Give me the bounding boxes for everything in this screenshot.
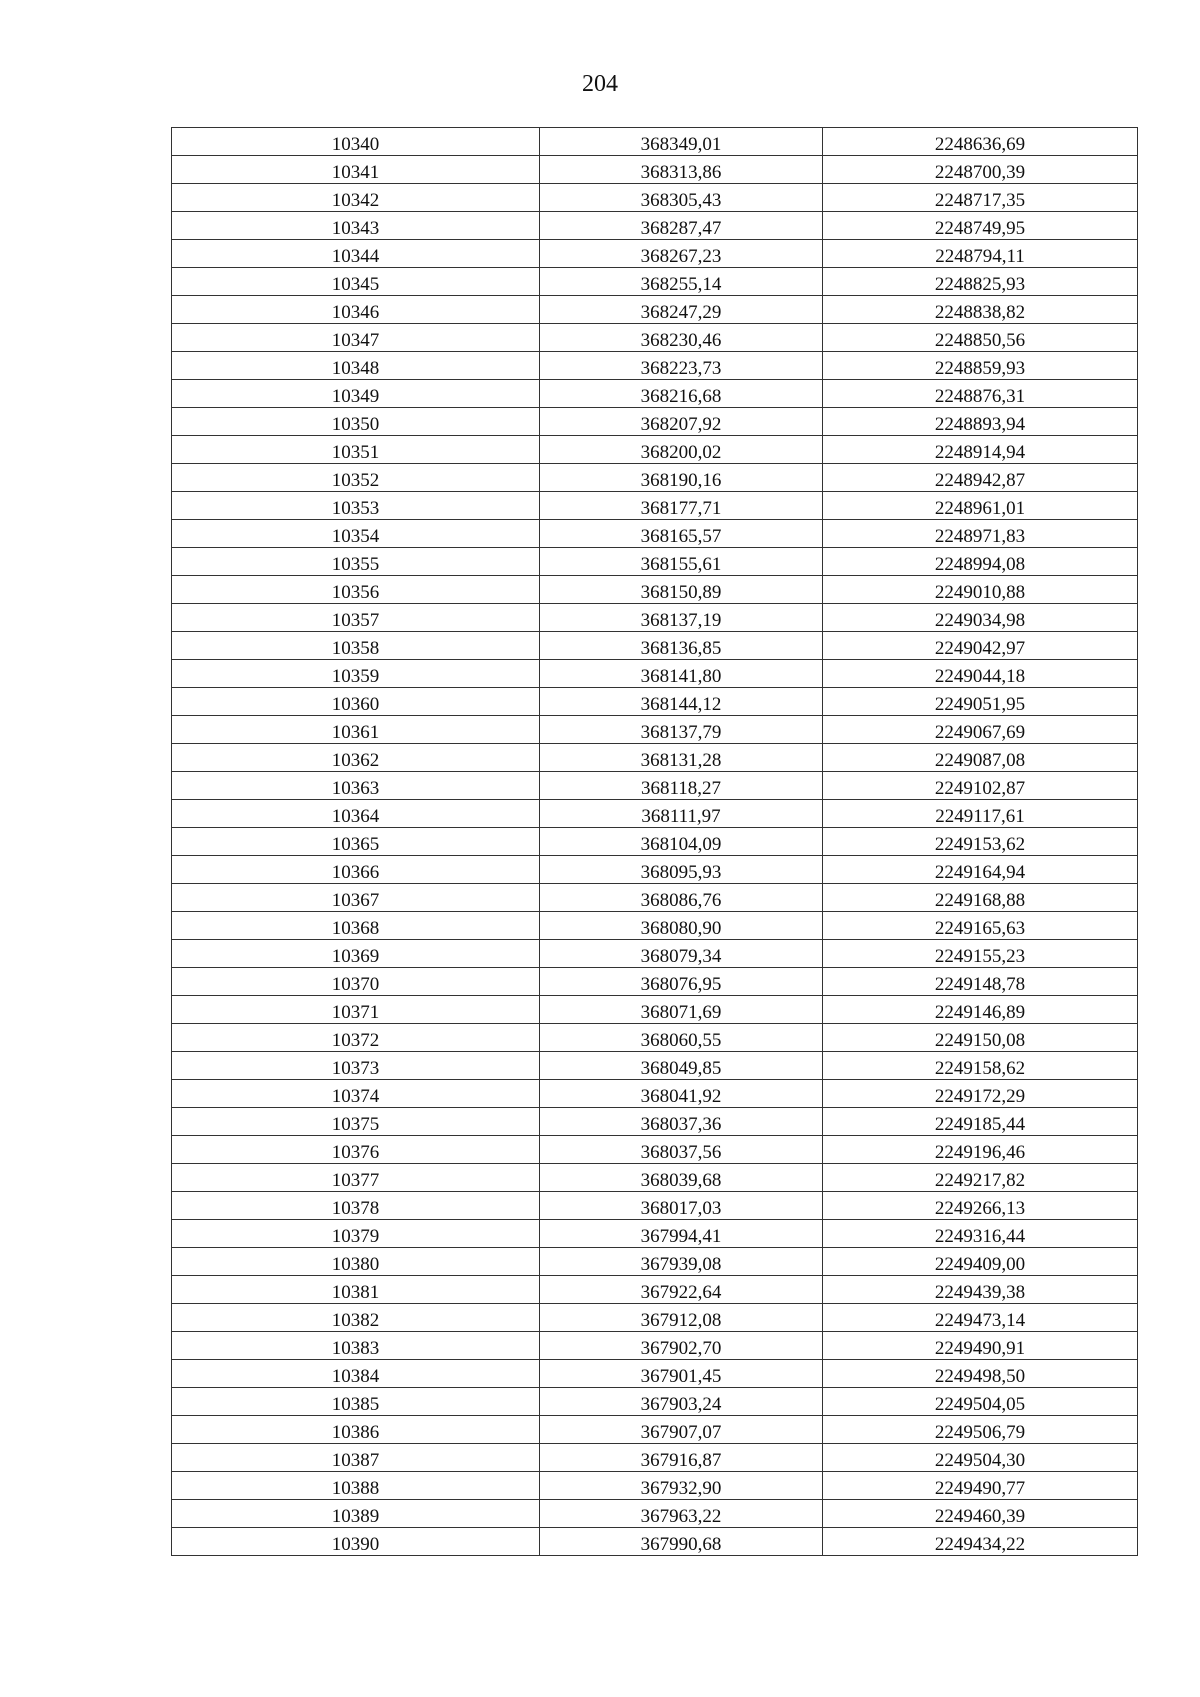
table-row <box>172 1304 1138 1332</box>
table-row <box>172 828 1138 856</box>
point-number-cell: 10365 <box>172 828 540 856</box>
table-row <box>172 380 1138 408</box>
y-coordinate-cell: 2249164,94 <box>823 856 1138 884</box>
point-number-cell: 10386 <box>172 1416 540 1444</box>
y-coordinate-cell: 2249439,38 <box>823 1276 1138 1304</box>
y-coordinate-cell: 2249316,44 <box>823 1220 1138 1248</box>
x-coordinate-cell: 368255,14 <box>540 268 823 296</box>
y-coordinate-cell: 2249168,88 <box>823 884 1138 912</box>
table-row <box>172 632 1138 660</box>
table-row <box>172 464 1138 492</box>
y-coordinate-cell: 2249460,39 <box>823 1500 1138 1528</box>
table-row <box>172 1024 1138 1052</box>
x-coordinate-cell: 368287,47 <box>540 212 823 240</box>
y-coordinate-cell: 2249044,18 <box>823 660 1138 688</box>
point-number-cell: 10360 <box>172 688 540 716</box>
y-coordinate-cell: 2249266,13 <box>823 1192 1138 1220</box>
x-coordinate-cell: 368155,61 <box>540 548 823 576</box>
point-number-cell: 10387 <box>172 1444 540 1472</box>
y-coordinate-cell: 2249146,89 <box>823 996 1138 1024</box>
point-number-cell: 10379 <box>172 1220 540 1248</box>
table-row <box>172 604 1138 632</box>
y-coordinate-cell: 2249158,62 <box>823 1052 1138 1080</box>
table-row <box>172 492 1138 520</box>
y-coordinate-cell: 2248942,87 <box>823 464 1138 492</box>
y-coordinate-cell: 2248749,95 <box>823 212 1138 240</box>
table-row <box>172 128 1138 156</box>
table-row <box>172 660 1138 688</box>
table-row <box>172 996 1138 1024</box>
y-coordinate-cell: 2249473,14 <box>823 1304 1138 1332</box>
table-row <box>172 576 1138 604</box>
x-coordinate-cell: 368200,02 <box>540 436 823 464</box>
y-coordinate-cell: 2248636,69 <box>823 128 1138 156</box>
point-number-cell: 10373 <box>172 1052 540 1080</box>
table-row <box>172 1332 1138 1360</box>
x-coordinate-cell: 368267,23 <box>540 240 823 268</box>
y-coordinate-cell: 2249504,30 <box>823 1444 1138 1472</box>
point-number-cell: 10390 <box>172 1528 540 1556</box>
table-row <box>172 772 1138 800</box>
table-row <box>172 716 1138 744</box>
point-number-cell: 10343 <box>172 212 540 240</box>
x-coordinate-cell: 367916,87 <box>540 1444 823 1472</box>
x-coordinate-cell: 367939,08 <box>540 1248 823 1276</box>
x-coordinate-cell: 368118,27 <box>540 772 823 800</box>
y-coordinate-cell: 2248850,56 <box>823 324 1138 352</box>
y-coordinate-cell: 2248838,82 <box>823 296 1138 324</box>
table-row <box>172 1192 1138 1220</box>
point-number-cell: 10345 <box>172 268 540 296</box>
x-coordinate-cell: 368039,68 <box>540 1164 823 1192</box>
table-row <box>172 884 1138 912</box>
point-number-cell: 10371 <box>172 996 540 1024</box>
y-coordinate-cell: 2249153,62 <box>823 828 1138 856</box>
point-number-cell: 10358 <box>172 632 540 660</box>
coordinates-table <box>171 127 1138 1556</box>
y-coordinate-cell: 2249434,22 <box>823 1528 1138 1556</box>
x-coordinate-cell: 368165,57 <box>540 520 823 548</box>
y-coordinate-cell: 2249148,78 <box>823 968 1138 996</box>
x-coordinate-cell: 368079,34 <box>540 940 823 968</box>
table-row <box>172 324 1138 352</box>
coordinates-table-body <box>172 128 1138 1556</box>
point-number-cell: 10376 <box>172 1136 540 1164</box>
x-coordinate-cell: 368247,29 <box>540 296 823 324</box>
point-number-cell: 10357 <box>172 604 540 632</box>
x-coordinate-cell: 368071,69 <box>540 996 823 1024</box>
y-coordinate-cell: 2248971,83 <box>823 520 1138 548</box>
point-number-cell: 10344 <box>172 240 540 268</box>
y-coordinate-cell: 2249504,05 <box>823 1388 1138 1416</box>
x-coordinate-cell: 368230,46 <box>540 324 823 352</box>
x-coordinate-cell: 368131,28 <box>540 744 823 772</box>
point-number-cell: 10350 <box>172 408 540 436</box>
point-number-cell: 10388 <box>172 1472 540 1500</box>
y-coordinate-cell: 2249087,08 <box>823 744 1138 772</box>
table-row <box>172 1080 1138 1108</box>
x-coordinate-cell: 367963,22 <box>540 1500 823 1528</box>
x-coordinate-cell: 368041,92 <box>540 1080 823 1108</box>
x-coordinate-cell: 367932,90 <box>540 1472 823 1500</box>
point-number-cell: 10346 <box>172 296 540 324</box>
point-number-cell: 10378 <box>172 1192 540 1220</box>
y-coordinate-cell: 2249490,77 <box>823 1472 1138 1500</box>
table-row <box>172 1248 1138 1276</box>
table-row <box>172 968 1138 996</box>
x-coordinate-cell: 368049,85 <box>540 1052 823 1080</box>
y-coordinate-cell: 2249034,98 <box>823 604 1138 632</box>
point-number-cell: 10382 <box>172 1304 540 1332</box>
y-coordinate-cell: 2249490,91 <box>823 1332 1138 1360</box>
point-number-cell: 10375 <box>172 1108 540 1136</box>
x-coordinate-cell: 368104,09 <box>540 828 823 856</box>
x-coordinate-cell: 368017,03 <box>540 1192 823 1220</box>
table-row <box>172 1164 1138 1192</box>
x-coordinate-cell: 368080,90 <box>540 912 823 940</box>
table-row <box>172 1416 1138 1444</box>
x-coordinate-cell: 368223,73 <box>540 352 823 380</box>
table-row <box>172 156 1138 184</box>
point-number-cell: 10355 <box>172 548 540 576</box>
x-coordinate-cell: 368305,43 <box>540 184 823 212</box>
x-coordinate-cell: 367901,45 <box>540 1360 823 1388</box>
point-number-cell: 10353 <box>172 492 540 520</box>
x-coordinate-cell: 367907,07 <box>540 1416 823 1444</box>
point-number-cell: 10383 <box>172 1332 540 1360</box>
point-number-cell: 10367 <box>172 884 540 912</box>
point-number-cell: 10362 <box>172 744 540 772</box>
table-row <box>172 800 1138 828</box>
table-row <box>172 212 1138 240</box>
table-row <box>172 940 1138 968</box>
point-number-cell: 10359 <box>172 660 540 688</box>
table-row <box>172 1276 1138 1304</box>
table-row <box>172 1388 1138 1416</box>
point-number-cell: 10349 <box>172 380 540 408</box>
y-coordinate-cell: 2249196,46 <box>823 1136 1138 1164</box>
table-row <box>172 184 1138 212</box>
y-coordinate-cell: 2249506,79 <box>823 1416 1138 1444</box>
y-coordinate-cell: 2249117,61 <box>823 800 1138 828</box>
x-coordinate-cell: 367912,08 <box>540 1304 823 1332</box>
table-row <box>172 296 1138 324</box>
point-number-cell: 10366 <box>172 856 540 884</box>
x-coordinate-cell: 368060,55 <box>540 1024 823 1052</box>
y-coordinate-cell: 2249067,69 <box>823 716 1138 744</box>
point-number-cell: 10370 <box>172 968 540 996</box>
x-coordinate-cell: 368144,12 <box>540 688 823 716</box>
table-row <box>172 268 1138 296</box>
table-row <box>172 352 1138 380</box>
table-row <box>172 436 1138 464</box>
y-coordinate-cell: 2248893,94 <box>823 408 1138 436</box>
table-row <box>172 520 1138 548</box>
x-coordinate-cell: 368216,68 <box>540 380 823 408</box>
point-number-cell: 10354 <box>172 520 540 548</box>
y-coordinate-cell: 2248914,94 <box>823 436 1138 464</box>
x-coordinate-cell: 368136,85 <box>540 632 823 660</box>
point-number-cell: 10368 <box>172 912 540 940</box>
y-coordinate-cell: 2248859,93 <box>823 352 1138 380</box>
x-coordinate-cell: 368095,93 <box>540 856 823 884</box>
table-row <box>172 912 1138 940</box>
y-coordinate-cell: 2248825,93 <box>823 268 1138 296</box>
point-number-cell: 10361 <box>172 716 540 744</box>
y-coordinate-cell: 2248700,39 <box>823 156 1138 184</box>
y-coordinate-cell: 2248961,01 <box>823 492 1138 520</box>
x-coordinate-cell: 367994,41 <box>540 1220 823 1248</box>
x-coordinate-cell: 368111,97 <box>540 800 823 828</box>
x-coordinate-cell: 368086,76 <box>540 884 823 912</box>
y-coordinate-cell: 2249155,23 <box>823 940 1138 968</box>
y-coordinate-cell: 2249010,88 <box>823 576 1138 604</box>
point-number-cell: 10347 <box>172 324 540 352</box>
y-coordinate-cell: 2249185,44 <box>823 1108 1138 1136</box>
table-row <box>172 688 1138 716</box>
point-number-cell: 10384 <box>172 1360 540 1388</box>
x-coordinate-cell: 367902,70 <box>540 1332 823 1360</box>
x-coordinate-cell: 368313,86 <box>540 156 823 184</box>
table-row <box>172 1528 1138 1556</box>
x-coordinate-cell: 368150,89 <box>540 576 823 604</box>
point-number-cell: 10372 <box>172 1024 540 1052</box>
point-number-cell: 10374 <box>172 1080 540 1108</box>
table-row <box>172 1108 1138 1136</box>
y-coordinate-cell: 2249498,50 <box>823 1360 1138 1388</box>
x-coordinate-cell: 368207,92 <box>540 408 823 436</box>
point-number-cell: 10340 <box>172 128 540 156</box>
x-coordinate-cell: 368076,95 <box>540 968 823 996</box>
y-coordinate-cell: 2248717,35 <box>823 184 1138 212</box>
x-coordinate-cell: 368137,19 <box>540 604 823 632</box>
x-coordinate-cell: 368177,71 <box>540 492 823 520</box>
y-coordinate-cell: 2248994,08 <box>823 548 1138 576</box>
table-row <box>172 1472 1138 1500</box>
point-number-cell: 10377 <box>172 1164 540 1192</box>
point-number-cell: 10385 <box>172 1388 540 1416</box>
table-row <box>172 1444 1138 1472</box>
y-coordinate-cell: 2248794,11 <box>823 240 1138 268</box>
table-row <box>172 1052 1138 1080</box>
table-row <box>172 744 1138 772</box>
point-number-cell: 10351 <box>172 436 540 464</box>
x-coordinate-cell: 368037,36 <box>540 1108 823 1136</box>
y-coordinate-cell: 2249409,00 <box>823 1248 1138 1276</box>
point-number-cell: 10342 <box>172 184 540 212</box>
table-row <box>172 1500 1138 1528</box>
x-coordinate-cell: 368137,79 <box>540 716 823 744</box>
y-coordinate-cell: 2249172,29 <box>823 1080 1138 1108</box>
x-coordinate-cell: 367922,64 <box>540 1276 823 1304</box>
table-row <box>172 408 1138 436</box>
x-coordinate-cell: 368349,01 <box>540 128 823 156</box>
table-row <box>172 240 1138 268</box>
y-coordinate-cell: 2249102,87 <box>823 772 1138 800</box>
y-coordinate-cell: 2249217,82 <box>823 1164 1138 1192</box>
point-number-cell: 10389 <box>172 1500 540 1528</box>
table-row <box>172 1136 1138 1164</box>
point-number-cell: 10341 <box>172 156 540 184</box>
point-number-cell: 10381 <box>172 1276 540 1304</box>
y-coordinate-cell: 2249165,63 <box>823 912 1138 940</box>
x-coordinate-cell: 368141,80 <box>540 660 823 688</box>
y-coordinate-cell: 2249042,97 <box>823 632 1138 660</box>
point-number-cell: 10352 <box>172 464 540 492</box>
table-row <box>172 1360 1138 1388</box>
y-coordinate-cell: 2248876,31 <box>823 380 1138 408</box>
x-coordinate-cell: 367903,24 <box>540 1388 823 1416</box>
point-number-cell: 10363 <box>172 772 540 800</box>
table-row <box>172 1220 1138 1248</box>
table-row <box>172 548 1138 576</box>
y-coordinate-cell: 2249150,08 <box>823 1024 1138 1052</box>
point-number-cell: 10364 <box>172 800 540 828</box>
x-coordinate-cell: 367990,68 <box>540 1528 823 1556</box>
x-coordinate-cell: 368190,16 <box>540 464 823 492</box>
page-number: 204 <box>582 71 618 97</box>
x-coordinate-cell: 368037,56 <box>540 1136 823 1164</box>
point-number-cell: 10356 <box>172 576 540 604</box>
point-number-cell: 10369 <box>172 940 540 968</box>
table-row <box>172 856 1138 884</box>
y-coordinate-cell: 2249051,95 <box>823 688 1138 716</box>
point-number-cell: 10348 <box>172 352 540 380</box>
point-number-cell: 10380 <box>172 1248 540 1276</box>
